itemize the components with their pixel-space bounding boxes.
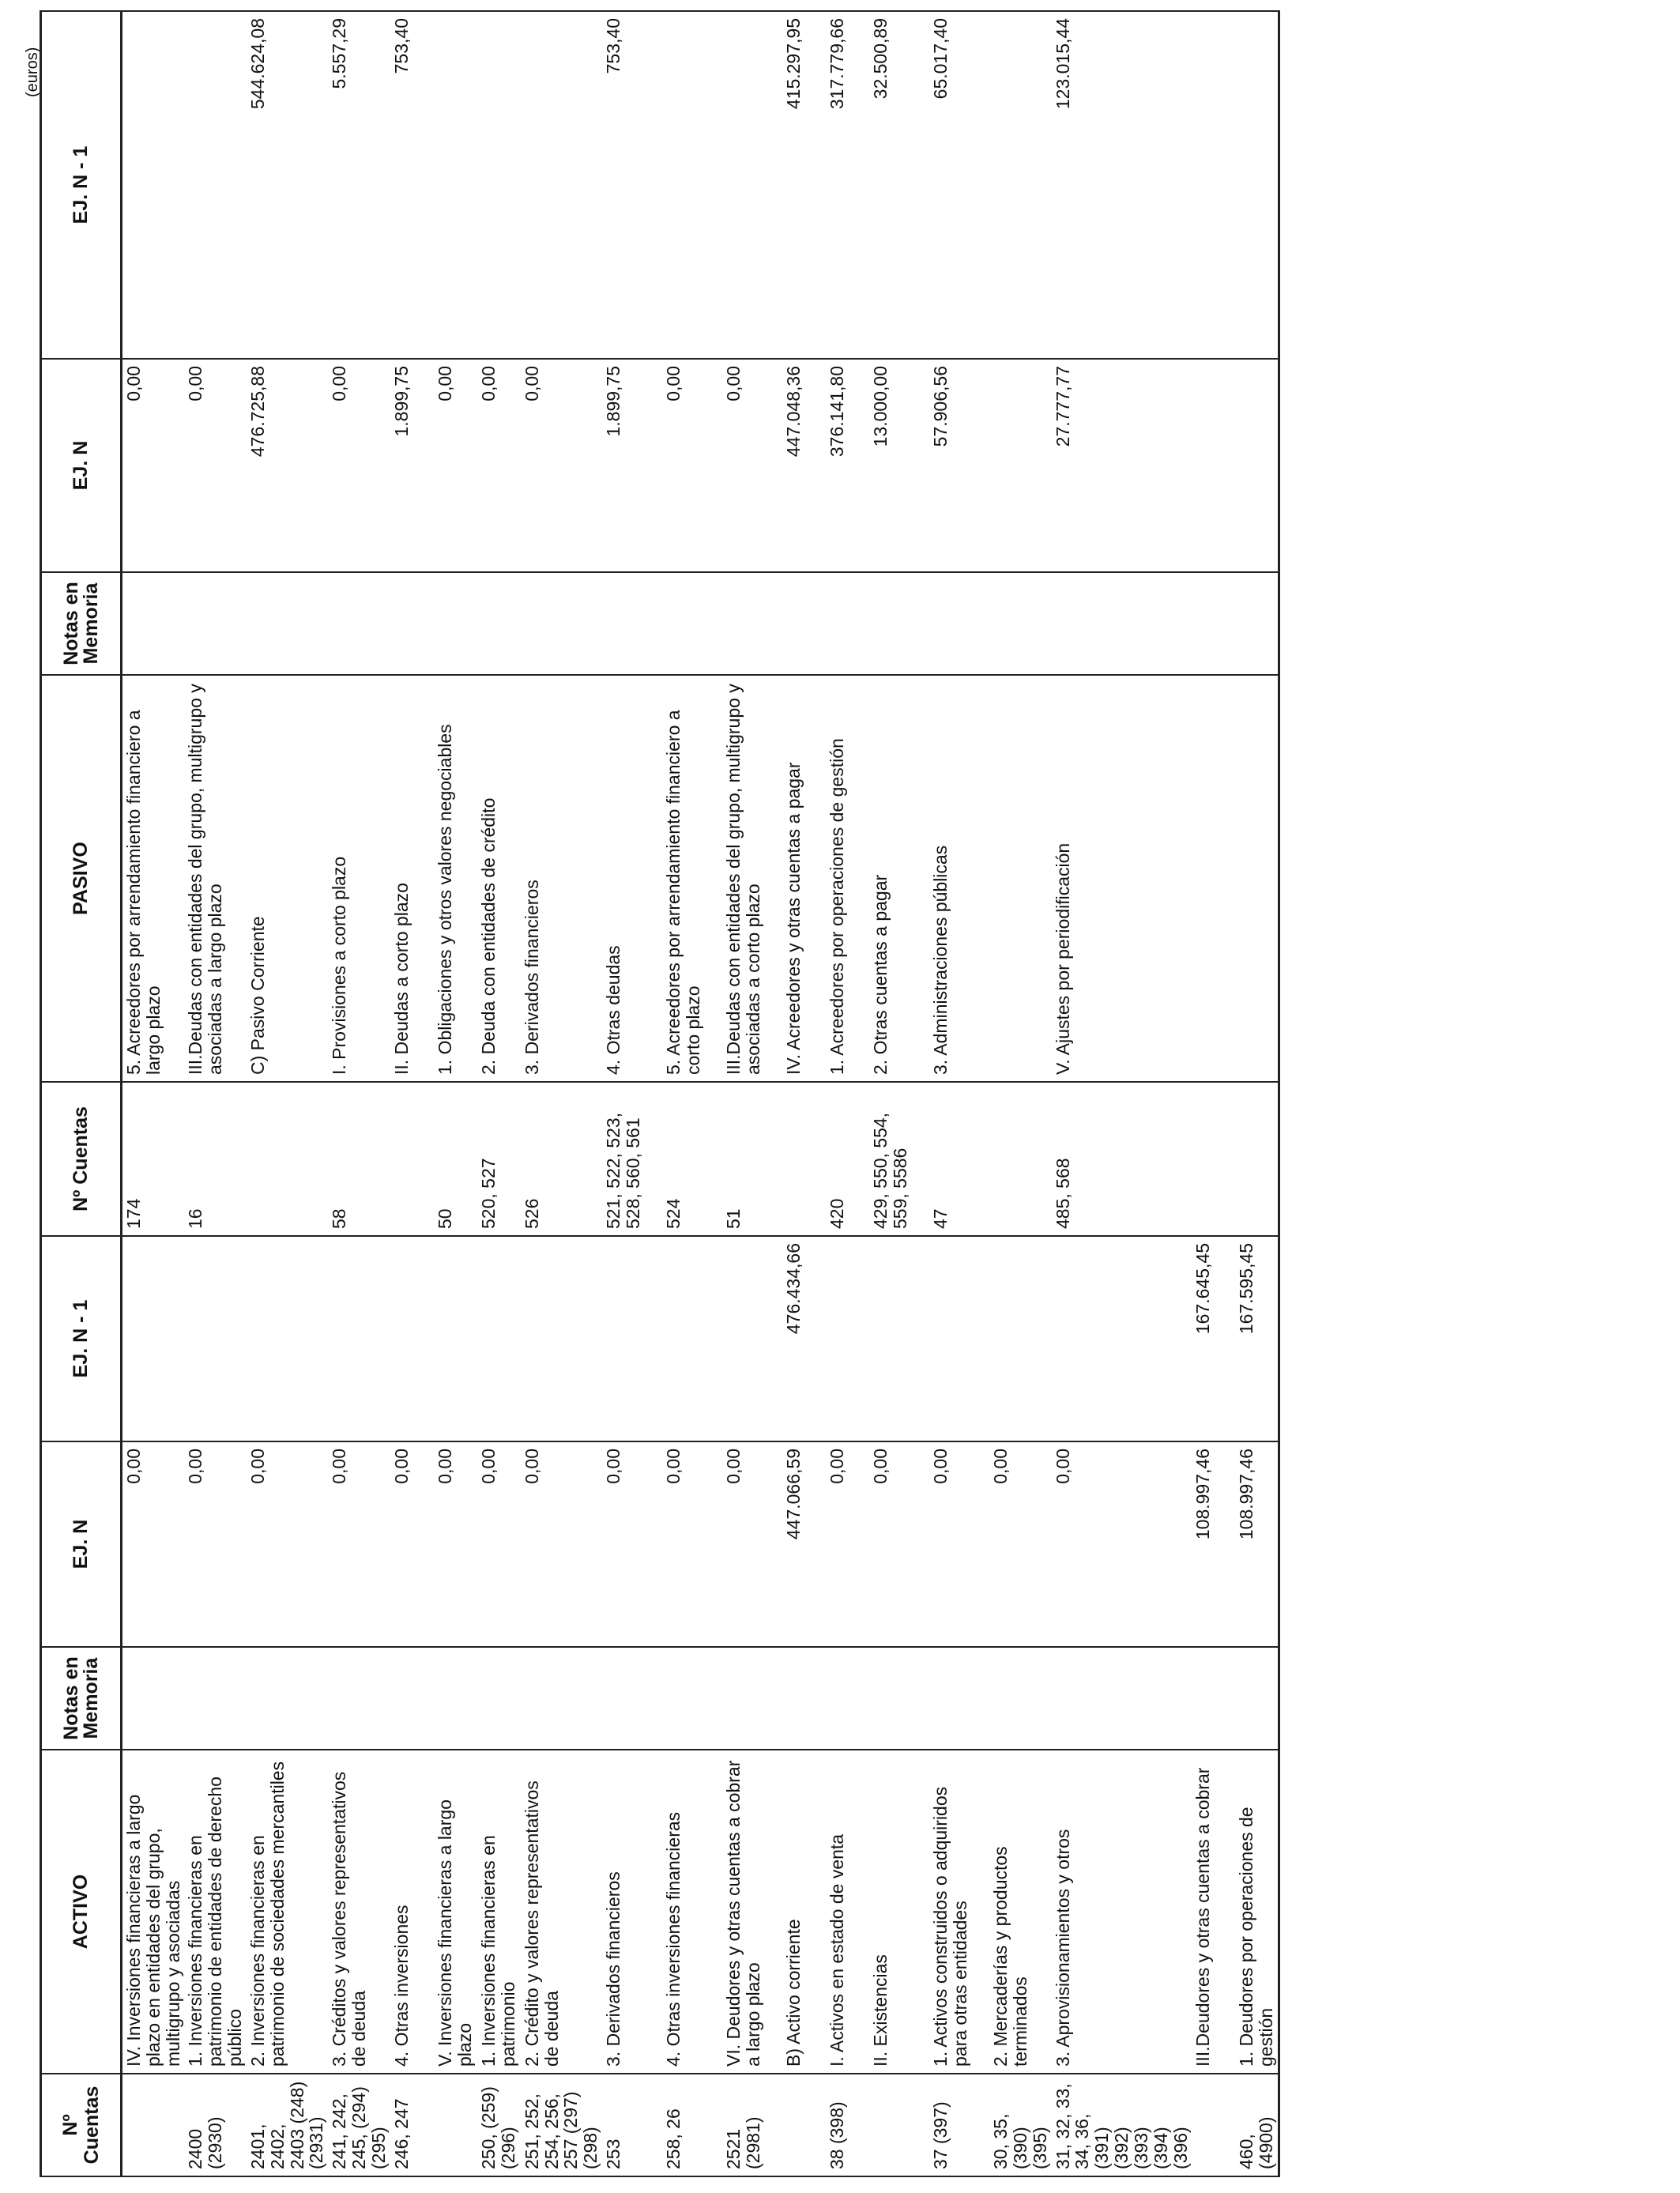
cell-ej-n-activo: 0,00: [1052, 1441, 1192, 1647]
table-row: [869, 11, 929, 2176]
cell-ej-n1-activo: [662, 1236, 722, 1441]
cell-cuentas-pasivo: [1235, 1082, 1279, 1236]
cell-activo: B) Activo corriente: [782, 1750, 826, 2074]
cell-notas-activo: [929, 1647, 989, 1750]
cell-activo: 3. Derivados financieros: [602, 1750, 662, 2074]
cell-pasivo: 5. Acreedores por arrendamiento financiero a largo plazo: [122, 675, 185, 1082]
cell-cuentas-pasivo: 58: [328, 1082, 390, 1236]
cell-ej-n-pasivo: 27.777,77: [1052, 359, 1192, 572]
cell-notas-activo: [1235, 1647, 1279, 1750]
cell-notas-activo: [826, 1647, 869, 1750]
cell-cuentas-activo: 253: [602, 2074, 662, 2176]
cell-ej-n-activo: 0,00: [722, 1441, 782, 1647]
cell-ej-n1-activo: [602, 1236, 662, 1441]
table-row: [989, 11, 1051, 2176]
cell-pasivo: I. Provisiones a corto plazo: [328, 675, 390, 1082]
cell-cuentas-activo: 241, 242, 245, (294) (295): [328, 2074, 390, 2176]
cell-notas-activo: [434, 1647, 477, 1750]
cell-notas-pasivo: [826, 572, 869, 675]
cell-notas-pasivo: [722, 572, 782, 675]
cell-ej-n-pasivo: 57.906,56: [929, 359, 989, 572]
table-row: [1192, 11, 1235, 2176]
table-row: [722, 11, 782, 2176]
cell-activo: 4. Otras inversiones financieras: [662, 1750, 722, 2074]
cell-ej-n-activo: 0,00: [989, 1441, 1051, 1647]
cell-ej-n-activo: 0,00: [247, 1441, 328, 1647]
cell-ej-n1-activo: [989, 1236, 1051, 1441]
cell-ej-n1-pasivo: 317.779,66: [826, 11, 869, 359]
table-row: [390, 11, 434, 2176]
cell-ej-n1-activo: [434, 1236, 477, 1441]
header-activo: ACTIVO: [41, 1750, 122, 2074]
cell-ej-n-activo: 0,00: [929, 1441, 989, 1647]
cell-ej-n-activo: 0,00: [184, 1441, 246, 1647]
table-row: [662, 11, 722, 2176]
cell-notas-activo: [662, 1647, 722, 1750]
cell-notas-activo: [1052, 1647, 1192, 1750]
cell-ej-n-pasivo: 0,00: [662, 359, 722, 572]
cell-activo: III.Deudores y otras cuentas a cobrar: [1192, 1750, 1235, 2074]
table-row: [477, 11, 521, 2176]
cell-activo: 2. Mercaderías y productos terminados: [989, 1750, 1051, 2074]
cell-cuentas-pasivo: 47: [929, 1082, 989, 1236]
cell-ej-n1-pasivo: 753,40: [602, 11, 662, 359]
table-row: [826, 11, 869, 2176]
table-row: [929, 11, 989, 2176]
header-row: [41, 11, 122, 2176]
cell-cuentas-pasivo: 520, 527: [477, 1082, 521, 1236]
cell-notas-pasivo: [869, 572, 929, 675]
cell-notas-activo: [1192, 1647, 1235, 1750]
cell-ej-n1-activo: [869, 1236, 929, 1441]
cell-pasivo: 3. Administraciones públicas: [929, 675, 989, 1082]
cell-ej-n-activo: 447.066,59: [782, 1441, 826, 1647]
cell-ej-n-pasivo: [1235, 359, 1279, 572]
cell-ej-n1-pasivo: 5.557,29: [328, 11, 390, 359]
header-ej-n-activo: EJ. N: [41, 1441, 122, 1647]
cell-notas-activo: [122, 1647, 185, 1750]
balance-sheet-table: [40, 10, 1280, 2177]
table-row: [247, 11, 328, 2176]
cell-notas-activo: [521, 1647, 602, 1750]
cell-cuentas-pasivo: 50: [434, 1082, 477, 1236]
cell-notas-activo: [184, 1647, 246, 1750]
cell-cuentas-pasivo: [989, 1082, 1051, 1236]
header-cuentas-activo: Nº Cuentas: [41, 2074, 122, 2176]
cell-cuentas-activo: [122, 2074, 185, 2176]
cell-cuentas-activo: 2400 (2930): [184, 2074, 246, 2176]
cell-ej-n-pasivo: 0,00: [722, 359, 782, 572]
cell-activo: 1. Deudores por operaciones de gestión: [1235, 1750, 1279, 2074]
cell-activo: 3. Créditos y valores representativos de deuda: [328, 1750, 390, 2074]
cell-ej-n1-activo: [477, 1236, 521, 1441]
cell-notas-pasivo: [521, 572, 602, 675]
cell-notas-activo: [989, 1647, 1051, 1750]
cell-ej-n1-activo: [328, 1236, 390, 1441]
cell-ej-n1-pasivo: [122, 11, 185, 359]
cell-ej-n-pasivo: 1.899,75: [390, 359, 434, 572]
table-row: [1052, 11, 1192, 2176]
cell-notas-activo: [722, 1647, 782, 1750]
cell-cuentas-activo: 258, 26: [662, 2074, 722, 2176]
cell-notas-pasivo: [989, 572, 1051, 675]
cell-pasivo: C) Pasivo Corriente: [247, 675, 328, 1082]
cell-ej-n-pasivo: 0,00: [521, 359, 602, 572]
cell-ej-n1-activo: [826, 1236, 869, 1441]
cell-activo: 1. Activos construidos o adquiridos para otras entidades: [929, 1750, 989, 2074]
header-ej-n-pasivo: EJ. N: [41, 359, 122, 572]
cell-ej-n1-activo: [247, 1236, 328, 1441]
cell-cuentas-activo: 246, 247: [390, 2074, 434, 2176]
cell-cuentas-pasivo: 174: [122, 1082, 185, 1236]
cell-notas-pasivo: [434, 572, 477, 675]
cell-ej-n1-pasivo: [184, 11, 246, 359]
table-row: [782, 11, 826, 2176]
cell-ej-n-activo: 0,00: [434, 1441, 477, 1647]
cell-cuentas-activo: 37 (397): [929, 2074, 989, 2176]
cell-ej-n-activo: 0,00: [662, 1441, 722, 1647]
cell-ej-n-activo: 0,00: [602, 1441, 662, 1647]
cell-ej-n-pasivo: 0,00: [434, 359, 477, 572]
cell-ej-n1-pasivo: [477, 11, 521, 359]
cell-ej-n-activo: 0,00: [122, 1441, 185, 1647]
cell-pasivo: III.Deudas con entidades del grupo, multigrupo y asociadas a corto plazo: [722, 675, 782, 1082]
cell-cuentas-pasivo: 521, 522, 523, 528, 560, 561: [602, 1082, 662, 1236]
cell-ej-n1-pasivo: [1235, 11, 1279, 359]
table-body: [122, 11, 1279, 2176]
table-row: [434, 11, 477, 2176]
cell-notas-activo: [782, 1647, 826, 1750]
cell-cuentas-pasivo: 429, 550, 554, 559, 5586: [869, 1082, 929, 1236]
cell-ej-n1-pasivo: 544.624,08: [247, 11, 328, 359]
cell-cuentas-pasivo: 526: [521, 1082, 602, 1236]
cell-ej-n-activo: 0,00: [328, 1441, 390, 1647]
cell-activo: 3. Aprovisionamientos y otros: [1052, 1750, 1192, 2074]
header-ej-n1-activo: EJ. N - 1: [41, 1236, 122, 1441]
cell-activo: II. Existencias: [869, 1750, 929, 2074]
cell-pasivo: IV. Acreedores y otras cuentas a pagar: [782, 675, 826, 1082]
table-row: [122, 11, 185, 2176]
cell-ej-n1-pasivo: [662, 11, 722, 359]
cell-pasivo: [1235, 675, 1279, 1082]
cell-ej-n1-activo: 476.434,66: [782, 1236, 826, 1441]
cell-notas-activo: [869, 1647, 929, 1750]
cell-ej-n1-activo: [1052, 1236, 1192, 1441]
cell-cuentas-activo: 31, 32, 33, 34, 36, (391) (392) (393) (394) (396): [1052, 2074, 1192, 2176]
currency-unit: (euros): [24, 47, 41, 97]
cell-ej-n-pasivo: 0,00: [122, 359, 185, 572]
cell-cuentas-pasivo: [782, 1082, 826, 1236]
cell-cuentas-pasivo: 485, 568: [1052, 1082, 1192, 1236]
cell-ej-n1-activo: [390, 1236, 434, 1441]
cell-notas-activo: [477, 1647, 521, 1750]
cell-cuentas-pasivo: 16: [184, 1082, 246, 1236]
cell-notas-activo: [390, 1647, 434, 1750]
cell-notas-activo: [247, 1647, 328, 1750]
cell-activo: 1. Inversiones financieras en patrimonio de entidades de derecho público: [184, 1750, 246, 2074]
cell-pasivo: 5. Acreedores por arrendamiento financiero a corto plazo: [662, 675, 722, 1082]
cell-cuentas-activo: 251, 252, 254, 256, 257 (297) (298): [521, 2074, 602, 2176]
cell-ej-n-pasivo: [1192, 359, 1235, 572]
cell-ej-n-pasivo: 447.048,36: [782, 359, 826, 572]
cell-ej-n-pasivo: 376.141,80: [826, 359, 869, 572]
cell-ej-n1-pasivo: 753,40: [390, 11, 434, 359]
cell-pasivo: II. Deudas a corto plazo: [390, 675, 434, 1082]
cell-ej-n-pasivo: 0,00: [184, 359, 246, 572]
cell-ej-n-pasivo: 13.000,00: [869, 359, 929, 572]
header-pasivo: PASIVO: [41, 675, 122, 1082]
cell-ej-n1-pasivo: 415.297,95: [782, 11, 826, 359]
cell-pasivo: [1192, 675, 1235, 1082]
cell-ej-n-pasivo: [989, 359, 1051, 572]
cell-cuentas-pasivo: [247, 1082, 328, 1236]
table-row: [1235, 11, 1279, 2176]
cell-pasivo: 4. Otras deudas: [602, 675, 662, 1082]
cell-cuentas-activo: 2401, 2402, 2403 (248) (2931): [247, 2074, 328, 2176]
cell-activo: I. Activos en estado de venta: [826, 1750, 869, 2074]
cell-activo: 1. Inversiones financieras en patrimonio: [477, 1750, 521, 2074]
cell-cuentas-activo: 30, 35, (390) (395): [989, 2074, 1051, 2176]
cell-activo: VI. Deudores y otras cuentas a cobrar a largo plazo: [722, 1750, 782, 2074]
cell-notas-pasivo: [1192, 572, 1235, 675]
table-row: [184, 11, 246, 2176]
cell-cuentas-activo: [782, 2074, 826, 2176]
cell-notas-pasivo: [1052, 572, 1192, 675]
cell-notas-pasivo: [247, 572, 328, 675]
cell-cuentas-pasivo: 420: [826, 1082, 869, 1236]
table-row: [328, 11, 390, 2176]
cell-ej-n-pasivo: 0,00: [477, 359, 521, 572]
cell-cuentas-pasivo: [1192, 1082, 1235, 1236]
cell-notas-pasivo: [184, 572, 246, 675]
cell-ej-n1-pasivo: [521, 11, 602, 359]
cell-pasivo: [989, 675, 1051, 1082]
cell-ej-n1-pasivo: [434, 11, 477, 359]
cell-ej-n1-activo: [929, 1236, 989, 1441]
cell-notas-activo: [328, 1647, 390, 1750]
cell-ej-n1-activo: [521, 1236, 602, 1441]
cell-cuentas-pasivo: 524: [662, 1082, 722, 1236]
cell-ej-n-activo: 0,00: [521, 1441, 602, 1647]
cell-notas-pasivo: [602, 572, 662, 675]
header-notas-pasivo: Notas en Memoria: [41, 572, 122, 675]
cell-notas-pasivo: [122, 572, 185, 675]
header-cuentas-pasivo: Nº Cuentas: [41, 1082, 122, 1236]
cell-pasivo: 3. Derivados financieros: [521, 675, 602, 1082]
cell-cuentas-activo: 250, (259) (296): [477, 2074, 521, 2176]
cell-ej-n1-pasivo: 65.017,40: [929, 11, 989, 359]
cell-cuentas-activo: [434, 2074, 477, 2176]
cell-notas-pasivo: [929, 572, 989, 675]
cell-notas-pasivo: [662, 572, 722, 675]
cell-pasivo: V. Ajustes por periodificación: [1052, 675, 1192, 1082]
cell-activo: 2. Inversiones financieras en patrimonio de sociedades mercantiles: [247, 1750, 328, 2074]
cell-pasivo: 1. Acreedores por operaciones de gestión: [826, 675, 869, 1082]
cell-ej-n-activo: 0,00: [390, 1441, 434, 1647]
cell-ej-n-pasivo: 476.725,88: [247, 359, 328, 572]
cell-pasivo: 1. Obligaciones y otros valores negociables: [434, 675, 477, 1082]
cell-notas-pasivo: [328, 572, 390, 675]
cell-ej-n1-pasivo: [989, 11, 1051, 359]
cell-ej-n-activo: 108.997,46: [1235, 1441, 1279, 1647]
cell-cuentas-pasivo: 51: [722, 1082, 782, 1236]
cell-notas-pasivo: [390, 572, 434, 675]
cell-ej-n-activo: 0,00: [826, 1441, 869, 1647]
cell-cuentas-activo: 460, (4900): [1235, 2074, 1279, 2176]
cell-ej-n1-activo: 167.645,45: [1192, 1236, 1235, 1441]
cell-ej-n1-pasivo: 123.015,44: [1052, 11, 1192, 359]
cell-ej-n1-activo: 167.595,45: [1235, 1236, 1279, 1441]
cell-ej-n1-pasivo: [1192, 11, 1235, 359]
cell-notas-activo: [602, 1647, 662, 1750]
cell-ej-n-activo: 0,00: [869, 1441, 929, 1647]
cell-pasivo: III.Deudas con entidades del grupo, multigrupo y asociadas a largo plazo: [184, 675, 246, 1082]
cell-activo: 4. Otras inversiones: [390, 1750, 434, 2074]
cell-activo: 2. Crédito y valores representativos de deuda: [521, 1750, 602, 2074]
cell-ej-n1-activo: [184, 1236, 246, 1441]
cell-pasivo: 2. Otras cuentas a pagar: [869, 675, 929, 1082]
cell-ej-n-pasivo: 1.899,75: [602, 359, 662, 572]
cell-notas-pasivo: [477, 572, 521, 675]
table-row: [602, 11, 662, 2176]
cell-notas-pasivo: [782, 572, 826, 675]
cell-cuentas-activo: 2521 (2981): [722, 2074, 782, 2176]
cell-ej-n1-activo: [722, 1236, 782, 1441]
cell-cuentas-activo: [869, 2074, 929, 2176]
cell-notas-pasivo: [1235, 572, 1279, 675]
header-notas-activo: Notas en Memoria: [41, 1647, 122, 1750]
cell-ej-n1-activo: [122, 1236, 185, 1441]
cell-ej-n-pasivo: 0,00: [328, 359, 390, 572]
cell-ej-n1-pasivo: 32.500,89: [869, 11, 929, 359]
cell-cuentas-activo: [1192, 2074, 1235, 2176]
cell-activo: IV. Inversiones financieras a largo plazo en entidades del grupo, multigrupo y asociadas: [122, 1750, 185, 2074]
cell-activo: V. Inversiones financieras a largo plazo: [434, 1750, 477, 2074]
cell-ej-n1-pasivo: [722, 11, 782, 359]
cell-cuentas-activo: 38 (398): [826, 2074, 869, 2176]
cell-pasivo: 2. Deuda con entidades de crédito: [477, 675, 521, 1082]
cell-ej-n-activo: 108.997,46: [1192, 1441, 1235, 1647]
cell-ej-n-activo: 0,00: [477, 1441, 521, 1647]
cell-cuentas-pasivo: [390, 1082, 434, 1236]
header-ej-n1-pasivo: EJ. N - 1: [41, 11, 122, 359]
table-row: [521, 11, 602, 2176]
